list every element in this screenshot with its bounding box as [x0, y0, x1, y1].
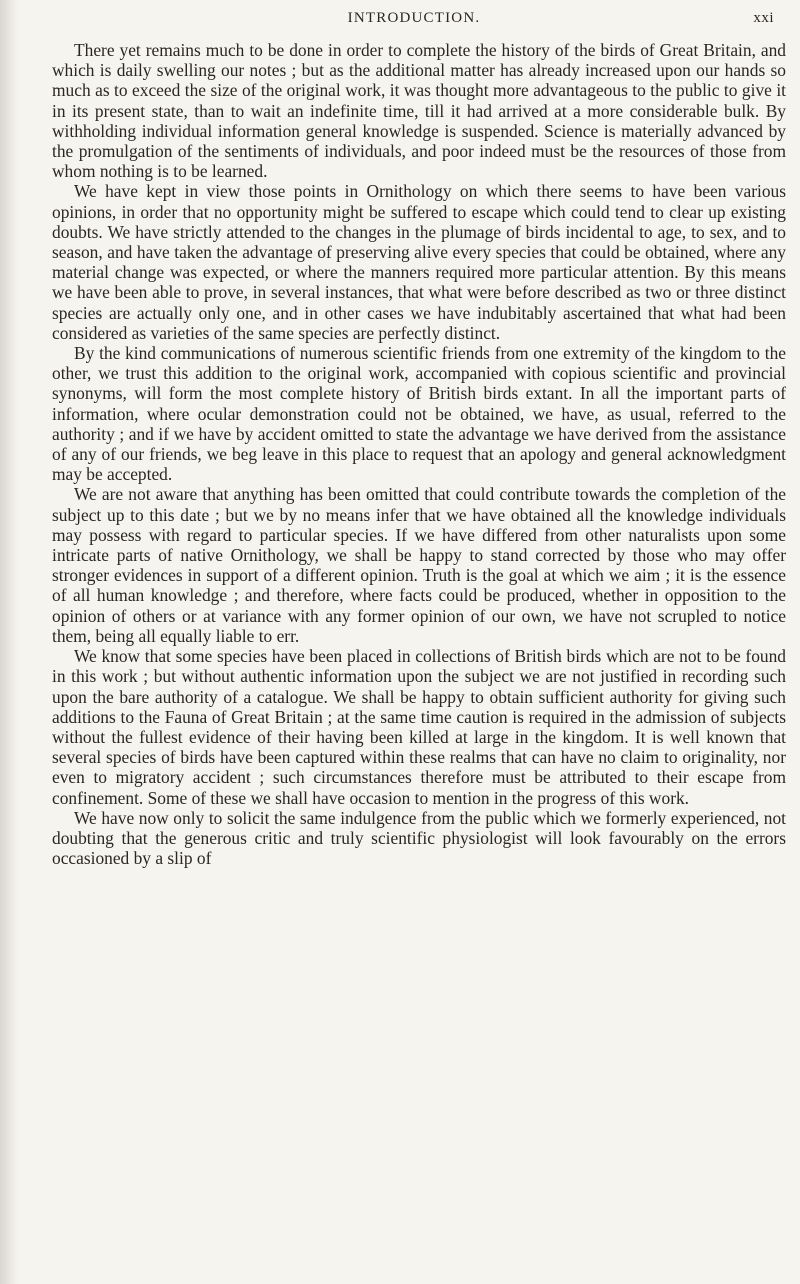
paragraph: We have kept in view those points in Ornithology on which there seems to have been various opinions, in order that no opportunity might be suffered to escape which could tend to clear up existing doubts. We have strictly attended to the changes in the plumage of birds incidental to age, to sex, and to season, and have taken the advantage of preserving alive every species that could be obtained, where any material change was expected, or where the manners required more particular attention. By this means we have been able to prove, in several instances, that what were before described as two or three distinct species are actually only one, and in other cases we have indubitably ascertained that what had been considered as varieties of the same species are perfectly distinct.: [52, 181, 786, 343]
paragraph: We are not aware that anything has been omitted that could contribute towards the completion of the subject up to this date ; but we by no means infer that we have obtained all the knowledge individuals may possess with regard to particular species. If we have differed from other naturalists upon some intricate parts of native Ornithology, we shall be happy to stand corrected by those who may offer stronger evidences in support of a different opinion. Truth is the goal at which we aim ; it is the essence of all human knowledge ; and therefore, where facts could be produced, whether in opposition to the opinion of others or at variance with any former opinion of our own, we have not scrupled to notice them, being all equally liable to err.: [52, 484, 786, 646]
paragraph: We know that some species have been placed in collections of British birds which are not to be found in this work ; but without authentic information upon the subject we are not justified in recording such upon the bare authority of a catalogue. We shall be happy to obtain sufficient authority for giving such additions to the Fauna of Great Britain ; at the same time caution is required in the admission of subjects without the fullest evidence of their having been killed at large in the kingdom. It is well known that several species of birds have been captured within these realms that can have no claim to originality, nor even to migratory accident ; such circumstances therefore must be attributed to their escape from confinement. Some of these we shall have occasion to mention in the progress of this work.: [52, 646, 786, 808]
paragraph: We have now only to solicit the same indulgence from the public which we formerly experienced, not doubting that the generous critic and truly scientific physiologist will look favourably on the errors occasioned by a slip of: [52, 807, 786, 869]
paragraph: By the kind communications of numerous scientific friends from one extremity of the kingdom to the other, we trust this addition to the original work, accompanied with copious scientific and provincial synonyms, will form the most complete history of British birds extant. In all the important parts of information, where ocular demonstration could not be obtained, we have, as usual, referred to the authority ; and if we have by accident omitted to state the advantage we have derived from the assistance of any of our friends, we beg leave in this place to request that an apology and general acknowledgment may be accepted.: [52, 343, 786, 485]
paragraph: There yet remains much to be done in order to complete the history of the birds of Great Britain, and which is daily swelling our notes ; but as the additional matter has already increased upon our hands so much as to exceed the size of the original work, it was thought more advantageous to the public to give it in its present state, than to wait an indefinite time, till it had arrived at a more considerable bulk. By withholding individual information general knowledge is suspended. Science is materially advanced by the promulgation of the sentiments of individuals, and poor indeed must be the resources of those from whom nothing is to be learned.: [52, 40, 786, 182]
body-text: [52, 40, 786, 868]
running-head-title: INTRODUCTION.: [347, 10, 481, 26]
page-number: xxi: [753, 10, 774, 26]
running-head: [54, 10, 774, 34]
page-binding-edge: [0, 0, 18, 1284]
